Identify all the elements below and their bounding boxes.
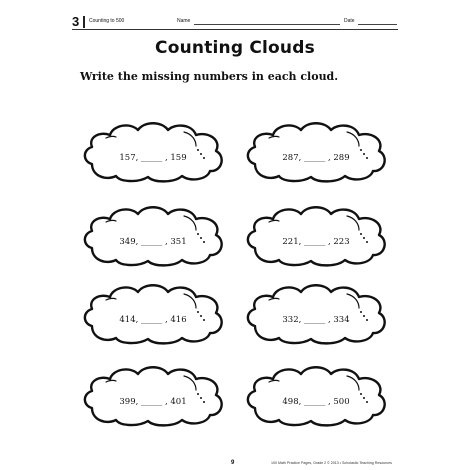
cloud-question[interactable]: 498, _____ , 500 xyxy=(282,397,350,407)
footer-source: 100 Math Practice Pages, Grade 2 © 2013 • Scholastic Teaching Resources xyxy=(271,461,392,465)
cloud-dot xyxy=(197,233,199,235)
cloud-question[interactable]: 349, _____ , 351 xyxy=(119,237,187,247)
cloud-outline xyxy=(80,362,226,428)
cloud-1 xyxy=(80,118,226,184)
name-label: Name xyxy=(177,18,191,24)
cloud-outline xyxy=(80,202,226,268)
header-subtitle: Counting to 500 xyxy=(89,18,125,24)
header-rule xyxy=(72,29,398,30)
cloud-4 xyxy=(243,202,389,268)
cloud-dot xyxy=(197,393,199,395)
cloud-3 xyxy=(80,202,226,268)
cloud-question[interactable]: 157, _____ , 159 xyxy=(119,153,187,163)
cloud-outline xyxy=(243,280,389,346)
cloud-question[interactable]: 414, _____ , 416 xyxy=(119,315,187,325)
cloud-5 xyxy=(80,280,226,346)
cloud-dot xyxy=(197,149,199,151)
cloud-dot xyxy=(360,393,362,395)
cloud-question[interactable]: 332, _____ , 334 xyxy=(282,315,350,325)
cloud-outline xyxy=(80,118,226,184)
header-divider xyxy=(83,16,85,28)
cloud-outline xyxy=(243,118,389,184)
cloud-question[interactable]: 399, _____ , 401 xyxy=(119,397,187,407)
cloud-question[interactable]: 221, _____ , 223 xyxy=(282,237,350,247)
page-title: Counting Clouds xyxy=(155,38,315,58)
cloud-7 xyxy=(80,362,226,428)
cloud-outline xyxy=(80,280,226,346)
cloud-outline xyxy=(243,362,389,428)
header-page-number: 3 xyxy=(72,14,80,29)
cloud-8 xyxy=(243,362,389,428)
date-line[interactable] xyxy=(358,24,397,25)
cloud-2 xyxy=(243,118,389,184)
cloud-dot xyxy=(360,149,362,151)
cloud-6 xyxy=(243,280,389,346)
cloud-outline xyxy=(243,202,389,268)
instructions: Write the missing numbers in each cloud. xyxy=(80,70,339,83)
date-label: Date xyxy=(344,18,355,24)
cloud-dot xyxy=(197,311,199,313)
cloud-question[interactable]: 287, _____ , 289 xyxy=(282,153,350,163)
footer-page-number: 9 xyxy=(231,460,235,466)
cloud-dot xyxy=(360,311,362,313)
cloud-dot xyxy=(360,233,362,235)
name-line[interactable] xyxy=(194,24,340,25)
